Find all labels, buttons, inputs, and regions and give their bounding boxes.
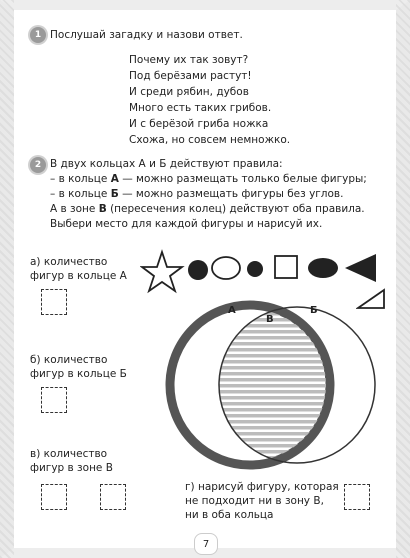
zone-v-label: В [266, 314, 274, 325]
rule-b [50, 187, 343, 202]
zone-rule-text: (пересечения колец) действуют оба правила. [106, 203, 365, 215]
question-v-line2: фигур в зоне В [30, 462, 113, 474]
rule-a-text: — можно размещать только белые фигуры; [118, 173, 367, 185]
task1-instruction: Послушай загадку и назови ответ. [50, 29, 243, 41]
riddle-poem [129, 52, 290, 148]
answer-box-v[interactable] [41, 484, 67, 510]
rule-a-letter: А [110, 173, 119, 185]
answer-box-g[interactable] [344, 484, 370, 510]
answer-box-a[interactable] [41, 289, 67, 315]
shapes-row [140, 248, 390, 308]
answer-box-extra[interactable] [100, 484, 126, 510]
question-a-line1: а) количество [30, 256, 108, 268]
task-number-badge: 1 [30, 27, 46, 43]
question-b-line1: б) количество [30, 354, 108, 366]
ring-b-label: Б [310, 305, 318, 316]
rule-a-prefix: – в кольце [50, 173, 111, 185]
rules-intro: В двух кольцах А и Б действуют правила: [50, 158, 283, 170]
question-g-line1: г) нарисуй фигуру, которая [185, 481, 339, 493]
poem-line: Много есть таких грибов. [129, 102, 272, 114]
rule-b-text: — можно размещать фигуры без углов. [118, 188, 344, 200]
question-a-line2: фигур в кольце А [30, 270, 127, 282]
black-small-circle-icon [247, 261, 263, 277]
question-g-line2: не подходит ни в зону В, [185, 495, 324, 507]
poem-line: Почему их так зовут? [129, 54, 249, 66]
rule-a [50, 172, 367, 187]
black-triangle-icon [345, 254, 376, 282]
poem-line: Под берёзами растут! [129, 70, 252, 82]
black-circle-icon [188, 260, 208, 280]
choose-instruction: Выбери место для каждой фигуры и нарисуй их. [50, 218, 323, 230]
black-ellipse-icon [308, 258, 338, 278]
question-g-line3: ни в оба кольца [185, 509, 274, 521]
poem-line: И с берёзой гриба ножка [129, 118, 269, 130]
poem-line: И среди рябин, дубов [129, 86, 249, 98]
rule-b-letter: Б [110, 188, 119, 200]
white-square-icon [275, 256, 297, 278]
answer-box-b[interactable] [41, 387, 67, 413]
task-number-badge: 2 [30, 157, 46, 173]
ring-a-label: А [228, 305, 236, 316]
poem-line: Схожа, но совсем немножко. [129, 134, 291, 146]
zone-rule-letter: В [98, 203, 107, 215]
zone-rule [50, 202, 365, 217]
white-ellipse-icon [212, 257, 240, 279]
rule-b-prefix: – в кольце [50, 188, 111, 200]
page-number: 7 [194, 533, 218, 555]
question-v-line1: в) количество [30, 448, 108, 460]
border-pattern-right [396, 0, 410, 558]
border-pattern-left [0, 0, 14, 558]
venn-diagram [150, 300, 390, 480]
zone-rule-prefix: А в зоне [50, 203, 99, 215]
question-b-line2: фигур в кольце Б [30, 368, 127, 380]
zone-v-fill [174, 309, 326, 461]
star-icon [142, 252, 182, 291]
